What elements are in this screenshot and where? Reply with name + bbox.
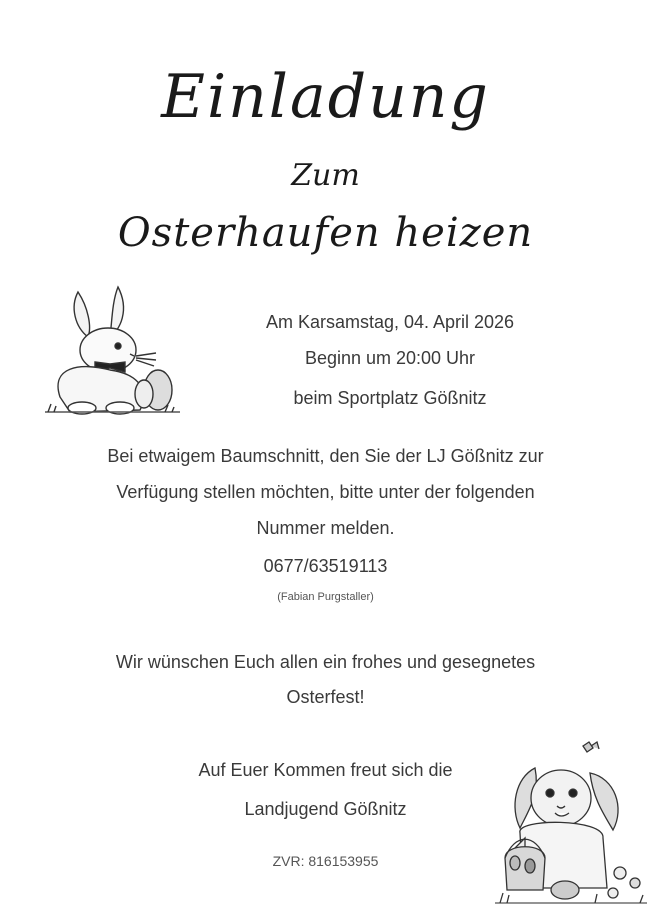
phone-number: 0677/63519113: [263, 556, 388, 576]
bunny-bowtie-illustration: [40, 282, 185, 417]
wishes-line-1: Wir wünschen Euch allen ein frohes und gesegnetes: [115, 652, 536, 672]
wishes-line-2: Osterfest!: [286, 687, 365, 707]
invitation-title: Einladung: [161, 62, 490, 132]
event-time: Beginn um 20:00 Uhr: [304, 348, 476, 368]
closing-line-1: Auf Euer Kommen freut sich die: [198, 760, 453, 780]
bunny-basket-illustration: [495, 738, 647, 908]
contact-name: (Fabian Purgstaller): [277, 591, 374, 603]
event-date: Am Karsamstag, 04. April 2026: [265, 312, 515, 332]
closing-line-2: Landjugend Gößnitz: [244, 799, 407, 819]
subtitle-zum: Zum: [291, 158, 360, 193]
subtitle-event-name: Osterhaufen heizen: [117, 210, 534, 256]
event-location: beim Sportplatz Gößnitz: [293, 388, 487, 408]
body-line-1: Bei etwaigem Baumschnitt, den Sie der LJ Gößnitz zur: [107, 446, 544, 466]
body-line-3: Nummer melden.: [256, 518, 395, 538]
zvr-number: ZVR: 816153955: [272, 853, 379, 869]
body-line-2: Verfügung stellen möchten, bitte unter der folgenden: [116, 482, 535, 502]
